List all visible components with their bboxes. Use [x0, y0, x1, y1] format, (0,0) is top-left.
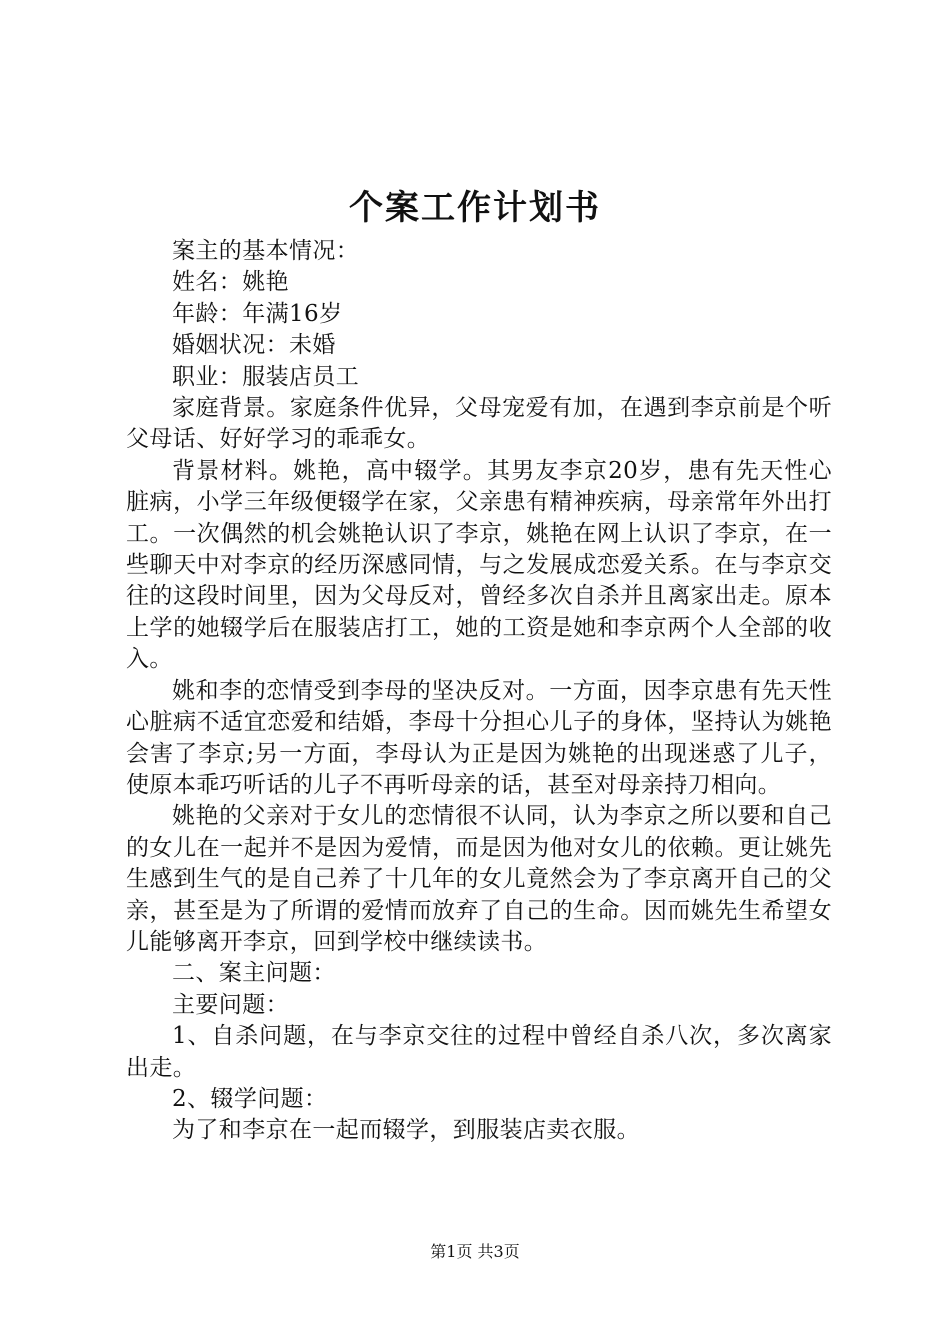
page-number-footer: 第1页 共3页 [430, 1242, 520, 1261]
paragraph-client-basic-info-heading: 案主的基本情况： [172, 238, 360, 264]
document-body [126, 236, 832, 1147]
paragraph-marital-status: 婚姻状况：未婚 [172, 332, 336, 359]
paragraph-client-problems-heading: 二、案主问题： [172, 960, 336, 987]
paragraph-background-material: 背景材料。姚艳，高中辍学。其男友李京20岁，患有先天性心脏病，小学三年级便辍学在家，父亲患有精神疾病，母亲常年外出打工。一次偶然的机会姚艳认识了李京，姚艳在网上认识了李京，在一些聊天中对李京的经历深感同情，与之发展成恋爱关系。在与李京交往的这段时间里，因为父母反对，曾经多次自杀并且离家出走。原本上学的她辍学后在服装店打工，她的工资是她和李京两个人全部的收入。 [126, 457, 832, 673]
paragraph-mother-opposition: 姚和李的恋情受到李母的坚决反对。一方面，因李京患有先天性心脏病不适宜恋爱和结婚，李母十分担心儿子的身体，坚持认为姚艳会害了李京;另一方面，李母认为正是因为姚艳的出现迷惑了儿子，使原本乖巧听话的儿子不再听母亲的话，甚至对母亲持刀相向。 [126, 677, 832, 798]
paragraph-name: 姓名：姚艳 [172, 269, 289, 296]
paragraph-father-opinion: 姚艳的父亲对于女儿的恋情很不认同，认为李京之所以要和自己的女儿在一起并不是因为爱情，而是因为他对女儿的依赖。更让姚先生感到生气的是自己养了十几年的女儿竟然会为了李京离开自己的父亲，甚至是为了所谓的爱情而放弃了自己的生命。因而姚先生希望女儿能够离开李京，回到学校中继续读书。 [126, 803, 832, 955]
document-title: 个案工作计划书 [349, 188, 601, 228]
paragraph-age: 年龄：年满16岁 [172, 300, 343, 327]
paragraph-problem-dropout: 2、辍学问题： [172, 1085, 328, 1112]
paragraph-occupation: 职业：服装店员工 [172, 363, 360, 390]
paragraph-family-background: 家庭背景。家庭条件优异，父母宠爱有加，在遇到李京前是个听父母话、好好学习的乖乖女。 [126, 395, 832, 453]
paragraph-problem-suicide: 1、自杀问题，在与李京交往的过程中曾经自杀八次，多次离家出走。 [126, 1023, 832, 1081]
paragraph-main-problems: 主要问题： [172, 991, 289, 1018]
paragraph-dropout-detail: 为了和李京在一起而辍学，到服装店卖衣服。 [172, 1117, 640, 1144]
